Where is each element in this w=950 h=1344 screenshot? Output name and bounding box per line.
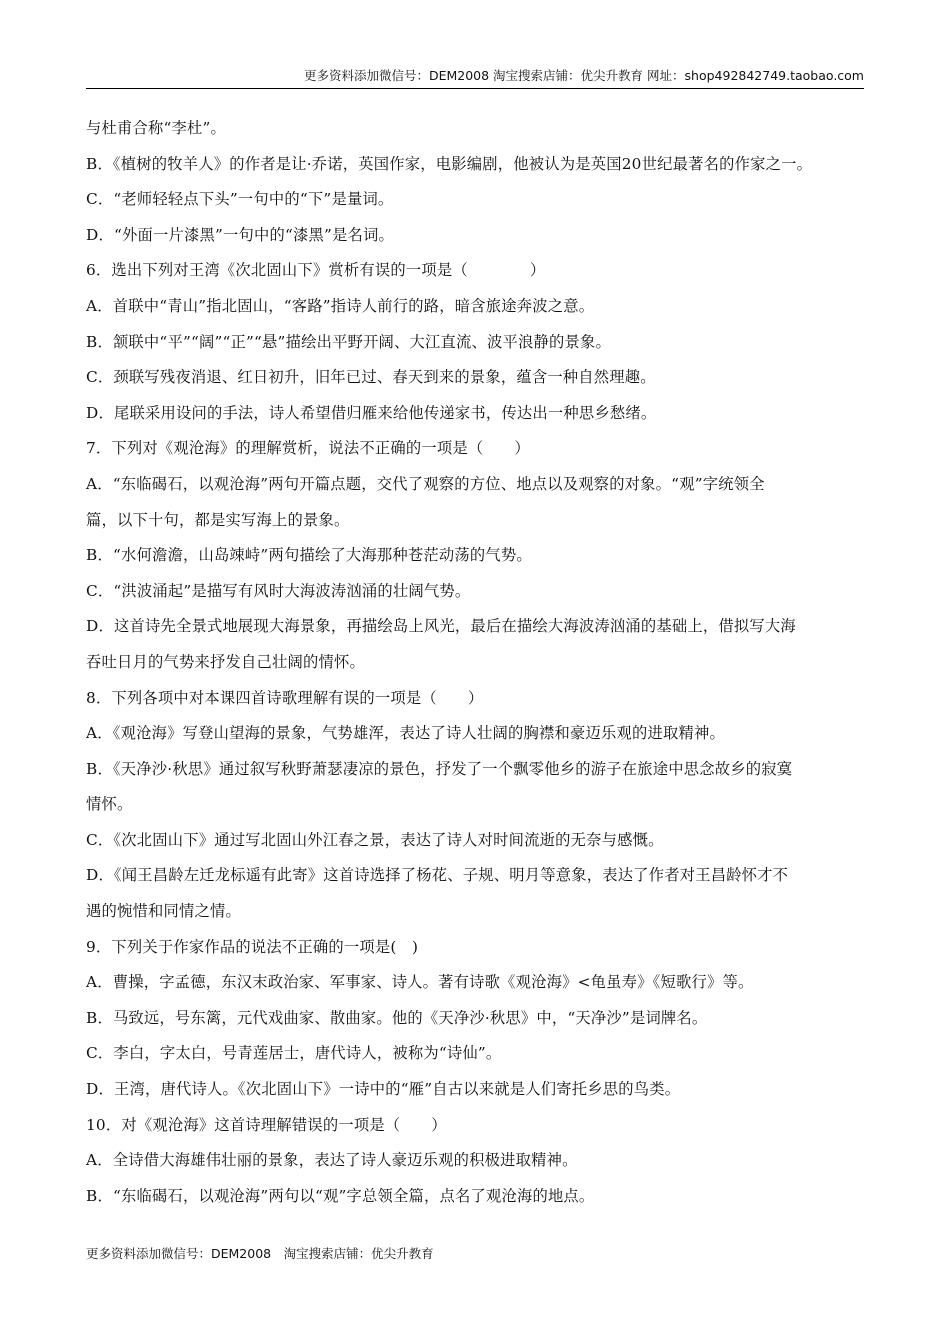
question-8-option-d-cont: 遇的惋惜和同情之情。: [86, 902, 241, 921]
question-9: 9．下列关于作家作品的说法不正确的一项是( ): [86, 937, 419, 956]
text-line: D．“外面一片漆黑”一句中的“漆黑”是名词。: [86, 225, 394, 244]
question-8: 8．下列各项中对本课四首诗歌理解有误的一项是（ ）: [86, 688, 484, 707]
question-6-option-a: A．首联中“青山”指北固山，“客路”指诗人前行的路，暗含旅途奔波之意。: [86, 296, 595, 315]
question-7-option-b: B．“水何澹澹，山岛竦峙”两句描绘了大海那种苍茫动荡的气势。: [86, 546, 532, 565]
question-9-option-b: B．马致远，号东篱，元代戏曲家、散曲家。他的《天净沙·秋思》中，“天净沙”是词牌名。: [86, 1008, 708, 1027]
text-line: 与杜甫合称“李杜”。: [86, 119, 227, 137]
page-header: 更多资料添加微信号：DEM2008 淘宝搜索店铺：优尖升教育 网址：shop492842749.taobao.com: [303, 68, 864, 83]
question-6-option-b: B．颔联中“平”“阔”“正”“悬”描绘出平野开阔、大江直流、波平浪静的景象。: [86, 332, 612, 351]
page-footer: 更多资料添加微信号：DEM2008 淘宝搜索店铺：优尖升教育: [86, 1246, 434, 1261]
question-8-option-c: C．《次北固山下》通过写北固山外江春之景，表达了诗人对时间流逝的无奈与感慨。: [86, 830, 664, 849]
question-8-option-d: D．《闻王昌龄左迁龙标遥有此寄》这首诗选择了杨花、子规、明月等意象，表达了作者对王昌龄怀才不: [86, 866, 789, 885]
question-8-option-b: B．《天净沙·秋思》通过叙写秋野萧瑟凄凉的景色，抒发了一个飘零他乡的游子在旅途中思念故乡的寂寞: [86, 759, 793, 778]
question-8-option-b-cont: 情怀。: [86, 795, 133, 814]
question-7-option-d: D．这首诗先全景式地展现大海景象，再描绘岛上风光，最后在描绘大海波涛汹涌的基础上，借拟写大海: [86, 617, 796, 636]
question-7-option-d-cont: 吞吐日月的气势来抒发自己壮阔的情怀。: [86, 652, 365, 671]
question-9-option-c: C．李白，字太白，号青莲居士，唐代诗人，被称为“诗仙”。: [86, 1044, 502, 1063]
question-7: 7．下列对《观沧海》的理解赏析，说法不正确的一项是（ ）: [86, 439, 530, 458]
question-10-option-b: B．“东临碣石，以观沧海”两句以“观”字总领全篇，点名了观沧海的地点。: [86, 1186, 595, 1205]
question-6: 6．选出下列对王湾《次北固山下》赏析有误的一项是（ ）: [86, 261, 546, 280]
question-10: 10．对《观沧海》这首诗理解错误的一项是（ ）: [86, 1115, 447, 1134]
question-9-option-d: D．王湾，唐代诗人。《次北固山下》一诗中的“雁”自古以来就是人们寄托乡思的鸟类。: [86, 1080, 681, 1099]
question-8-option-a: A．《观沧海》写登山望海的景象，气势雄浑，表达了诗人壮阔的胸襟和豪迈乐观的进取精神。: [86, 724, 725, 743]
question-7-option-a-cont: 篇，以下十句，都是实写海上的景象。: [86, 510, 350, 529]
document-body: [86, 111, 886, 1214]
question-7-option-a: A．“东临碣石，以观沧海”两句开篇点题，交代了观察的方位、地点以及观察的对象。“观”字统领全: [86, 474, 765, 493]
question-7-option-c: C．“洪波涌起”是描写有风时大海波涛汹涌的壮阔气势。: [86, 581, 471, 600]
header-divider: [86, 88, 864, 89]
text-line: C．“老师轻轻点下头”一句中的“下”是量词。: [86, 190, 394, 209]
question-6-option-d: D．尾联采用设问的手法，诗人希望借归雁来给他传递家书，传达出一种思乡愁绪。: [86, 403, 657, 422]
text-line: B．《植树的牧羊人》的作者是让·乔诺，英国作家，电影编剧，他被认为是英国20世纪最著名的作家之一。: [86, 154, 813, 173]
question-9-option-a: A．曹操，字孟德，东汉末政治家、军事家、诗人。著有诗歌《观沧海》<龟虽寿》《短歌行》等。: [86, 973, 754, 992]
question-6-option-c: C．颈联写残夜消退、红日初升，旧年已过、春天到来的景象，蕴含一种自然理趣。: [86, 368, 656, 387]
question-10-option-a: A．全诗借大海雄伟壮丽的景象，表达了诗人豪迈乐观的积极进取精神。: [86, 1151, 578, 1170]
